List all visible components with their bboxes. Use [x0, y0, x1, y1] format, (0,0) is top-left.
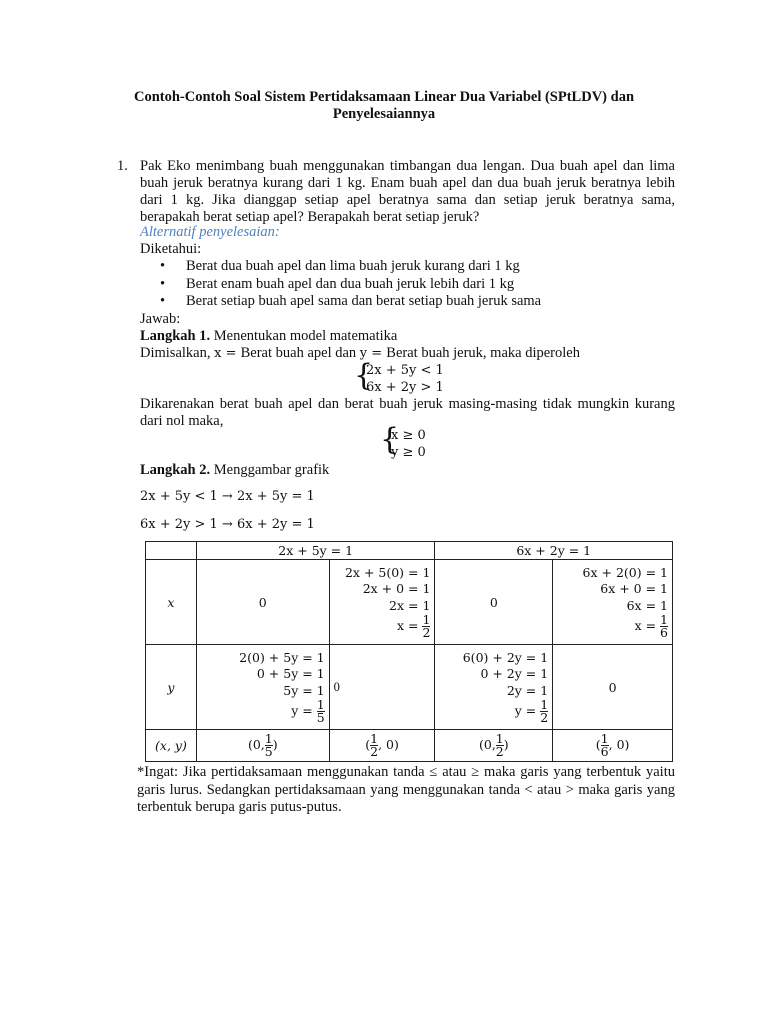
table-cell — [435, 645, 553, 730]
point-text: , 0) — [378, 737, 399, 752]
equation-line: 6x = 1 — [626, 597, 668, 613]
table-header-cell: 2x + 5y = 1 — [196, 542, 435, 560]
denominator: 6 — [660, 625, 668, 641]
denominator: 5 — [264, 744, 273, 759]
point-text: ( — [595, 737, 601, 752]
step2-heading — [140, 462, 329, 479]
equation-line — [201, 699, 325, 724]
step2-text: Menggambar grafik — [210, 462, 330, 478]
numerator: 1 — [370, 731, 379, 746]
table-row — [146, 645, 673, 730]
numerator: 1 — [264, 731, 273, 746]
equation-line — [439, 699, 548, 724]
equation-prefix: x = — [634, 618, 661, 634]
step2-bold: Langkah 2. — [140, 462, 211, 478]
inequality-1: 2x + 5y < 1 — [366, 363, 444, 378]
equation-line: 6(0) + 2y = 1 — [462, 649, 549, 665]
fraction — [370, 733, 378, 758]
reason-text: Dikarenakan berat buah apel dan berat buah jeruk masing-masing tidak mungkin kurang dari nol maka, — [140, 396, 675, 429]
table-cell — [329, 730, 435, 762]
table-row — [146, 560, 673, 645]
list-item: • Berat enam buah apel dan dua buah jeruk lebih dari 1 kg — [160, 276, 541, 294]
equation-line: 2x + 5(0) = 1 — [344, 564, 431, 580]
table-cell — [196, 645, 329, 730]
assumption-x: x = — [214, 346, 241, 361]
system-brace: { — [354, 358, 374, 393]
assumption-text-c: Berat buah jeruk, maka diperoleh — [386, 345, 580, 361]
denominator: 2 — [540, 710, 549, 726]
step1-heading — [140, 328, 397, 345]
point-text: , 0) — [608, 737, 630, 752]
list-item: • Berat setiap buah apel sama dan berat setiap buah jeruk sama — [160, 293, 541, 311]
table-cell: 0 — [435, 560, 553, 645]
fraction — [601, 733, 609, 758]
fraction — [317, 699, 325, 724]
page-title: Contoh-Contoh Soal Sistem Pertidaksamaan Linear Dua Variabel (SPtLDV) dan Penyelesaiannya — [133, 89, 635, 122]
numerator: 1 — [316, 697, 325, 713]
problem-number: 1. — [117, 158, 128, 174]
point-text: (0, — [478, 737, 496, 752]
row-label-x: x — [146, 560, 197, 645]
row-label-xy: (x, y) — [146, 730, 197, 762]
denominator: 2 — [422, 625, 431, 641]
equation-line: 0 + 2y = 1 — [480, 666, 549, 682]
numerator: 1 — [600, 731, 609, 746]
table-row — [146, 542, 673, 560]
inequality-system-2 — [391, 427, 426, 461]
numerator: 1 — [540, 697, 549, 713]
step1-text: Menentukan model matematika — [210, 328, 398, 344]
equation-line — [334, 614, 431, 639]
fraction — [422, 614, 430, 639]
assumption-y: y = — [359, 346, 387, 361]
problem-text: Pak Eko menimbang buah menggunakan timbangan dua lengan. Dua buah apel dan lima buah jeruk beratnya kurang dari 1 kg. Enam buah apel dan dua buah jeruk beratnya lebih dari 1 kg. Jika dianggap setiap apel beratnya sama dan setiap jeruk beratnya sama, berapakah berat setiap apel? Berapakah berat setiap jeruk? — [140, 158, 675, 225]
fraction — [660, 614, 668, 639]
inequality-system-1 — [366, 362, 444, 396]
equation-line: 2x = 1 — [389, 597, 431, 613]
equation-prefix: y = — [291, 703, 317, 719]
equation-line: 6x + 0 = 1 — [600, 581, 668, 597]
line-equation-1: 2x + 5y < 1 → 2x + 5y = 1 — [140, 489, 315, 504]
fraction — [496, 733, 504, 758]
step1-bold: Langkah 1. — [140, 328, 211, 344]
solution-table — [145, 541, 673, 762]
denominator: 6 — [600, 744, 609, 759]
table-cell: 0 — [329, 645, 435, 730]
table-cell — [553, 730, 673, 762]
table-cell: 0 — [553, 645, 673, 730]
numerator: 1 — [660, 612, 668, 628]
inequality-3: x ≥ 0 — [391, 428, 426, 443]
line-equation-2: 6x + 2y > 1 → 6x + 2y = 1 — [140, 517, 315, 532]
table-header-cell: 6x + 2y = 1 — [435, 542, 673, 560]
point-text: ( — [365, 737, 371, 752]
equation-prefix: x = — [397, 618, 423, 634]
numerator: 1 — [495, 731, 504, 746]
assumption-text-b: Berat buah apel dan — [240, 345, 360, 361]
system-brace: { — [380, 422, 400, 457]
denominator: 5 — [316, 710, 325, 726]
list-item: • Berat dua buah apel dan lima buah jeruk kurang dari 1 kg — [160, 258, 541, 276]
point-text: (0, — [247, 737, 265, 752]
denominator: 2 — [495, 744, 504, 759]
fraction — [540, 699, 548, 724]
equation-line: 0 + 5y = 1 — [256, 666, 325, 682]
assumption-text-a: Dimisalkan, — [140, 345, 215, 361]
equation-line — [557, 614, 668, 639]
point-text: ) — [272, 737, 278, 752]
equation-line: 5y = 1 — [283, 682, 325, 698]
equation-line: 6x + 2(0) = 1 — [582, 564, 668, 580]
known-label: Diketahui: — [140, 241, 202, 257]
known-list — [160, 258, 541, 311]
table-cell: 0 — [196, 560, 329, 645]
equation-line: 2y = 1 — [506, 682, 549, 698]
fraction — [265, 733, 273, 758]
alternative-solution-label: Alternatif penyelesaian: — [140, 224, 280, 240]
equation-prefix: y = — [514, 703, 541, 719]
equation-line: 2x + 0 = 1 — [362, 581, 431, 597]
row-label-y: y — [146, 645, 197, 730]
table-cell — [329, 560, 435, 645]
inequality-2: 6x + 2y > 1 — [366, 380, 444, 395]
note-text: *Ingat: Jika pertidaksamaan menggunakan tanda ≤ atau ≥ maka garis yang terbentuk yaitu garis lurus. Sedangkan pertidaksamaan yang menggunakan tanda < atau > maka garis yang terbentuk berupa garis putus-putus. — [137, 764, 675, 815]
inequality-4: y ≥ 0 — [391, 445, 426, 460]
numerator: 1 — [422, 612, 431, 628]
table-corner-cell — [146, 542, 197, 560]
table-row — [146, 730, 673, 762]
table-cell — [553, 560, 673, 645]
denominator: 2 — [370, 744, 379, 759]
point-text: ) — [503, 737, 509, 752]
equation-line: 2(0) + 5y = 1 — [239, 649, 325, 665]
table-cell — [196, 730, 329, 762]
table-cell — [435, 730, 553, 762]
answer-label: Jawab: — [140, 311, 181, 327]
